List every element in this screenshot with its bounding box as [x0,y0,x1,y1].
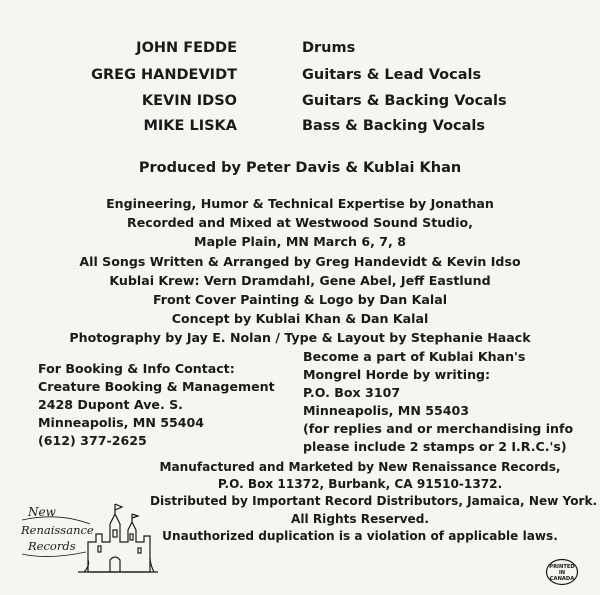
label-line: Distributed by Important Record Distributors, Jamaica, New York. [150,494,598,509]
logo-text: New [28,505,56,519]
credit-name: MIKE LISKA [143,118,237,134]
credit-role: Bass & Backing Vocals [302,118,486,134]
booking-line: For Booking & Info Contact: [38,361,235,376]
label-line: All Rights Reserved. [291,511,429,526]
credit-row [0,93,600,115]
fan-club-info [303,348,573,456]
credit-row [0,40,600,62]
credit-name: KEVIN IDSO [141,93,237,109]
booking-line: 2428 Dupont Ave. S. [38,397,183,412]
credit-name: JOHN FEDDE [136,40,237,56]
label-line: Unauthorized duplication is a violation of applicable laws. [162,528,558,543]
credit-line: Concept by Kublai Khan & Dan Kalal [171,311,429,327]
new-renaissance-records-logo [18,484,163,576]
fan-club-line: Become a part of Kublai Khan's [303,349,526,364]
booking-line: Minneapolis, MN 55404 [38,415,205,430]
credit-role: Guitars & Backing Vocals [302,93,507,109]
booking-contact [38,360,275,450]
credit-line: Engineering, Humor & Technical Expertise by Jonathan [106,196,494,211]
credit-row [0,67,600,89]
fan-club-line: (for replies and or merchandising info [303,421,574,436]
credit-role: Guitars & Lead Vocals [302,67,482,83]
booking-line: (612) 377-2625 [38,433,147,448]
label-line: Manufactured and Marketed by New Renaissance Records, [159,460,561,474]
fan-club-line: Mongrel Horde by writing: [303,367,491,382]
credit-line: Maple Plain, MN March 6, 7, 8 [194,234,406,250]
engineering-credits [0,194,600,348]
logo-text: Records [28,539,76,553]
fan-club-line: please include 2 stamps or 2 I.R.C.'s) [303,439,567,454]
booking-line: Creature Booking & Management [38,379,275,394]
credit-name: GREG HANDEVIDT [91,67,237,83]
credit-line: All Songs Written & Arranged by Greg Handevidt & Kevin Idso [79,253,521,269]
fan-club-line: P.O. Box 3107 [303,385,401,400]
credit-line: Photography by Jay E. Nolan / Type & Layout by Stephanie Haack [69,330,531,346]
credit-row [0,118,600,140]
credit-line: Front Cover Painting & Logo by Dan Kalal [152,292,448,308]
printed-in-canada-stamp [545,558,579,586]
logo-text: Renaissance [21,523,94,537]
credit-line: Recorded and Mixed at Westwood Sound Studio, [127,215,473,231]
credit-line: Kublai Krew: Vern Dramdahl, Gene Abel, Jeff Eastlund [109,272,491,288]
label-info [150,459,598,545]
stamp-text: IN [558,570,566,576]
credit-role: Drums [302,40,356,56]
stamp-text: PRINTED [549,564,575,570]
produced-by: Produced by Peter Davis & Kublai Khan [138,160,462,176]
stamp-text: CANADA [549,576,575,582]
fan-club-line: Minneapolis, MN 55403 [303,403,470,418]
label-line: P.O. Box 11372, Burbank, CA 91510-1372. [217,477,503,492]
